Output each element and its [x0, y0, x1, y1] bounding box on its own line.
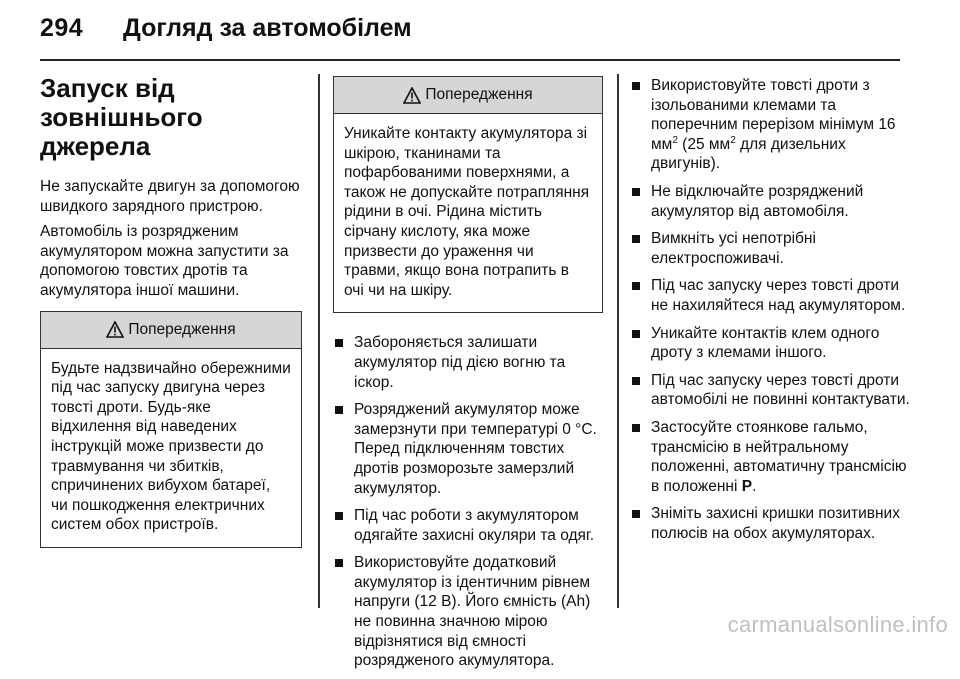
list-item: Зніміть захисні кришки позитивних полюсів на обох акумуляторах. — [630, 504, 910, 543]
bullet-square-icon — [632, 424, 640, 432]
warning-box-2-title: Попередження — [425, 86, 533, 104]
bullet-square-icon — [335, 339, 343, 347]
watermark: carmanualsonline.info — [727, 612, 948, 637]
bullet-square-icon — [632, 282, 640, 290]
bullet-square-icon — [632, 377, 640, 385]
col2-bullet-list — [333, 333, 603, 671]
col3-bullet-list — [630, 76, 910, 543]
warning-triangle-icon — [403, 87, 421, 104]
column-3 — [630, 76, 910, 551]
bullet-square-icon — [335, 406, 343, 414]
list-item: Розряджений акумулятор може замерзнути при температурі 0 °C. Перед підключенням товстих дротів розморозьте замерзлий акумулятор. — [333, 400, 603, 498]
column-divider-2 — [617, 74, 619, 608]
section-title-line-2: зовнішнього джерела — [40, 102, 203, 161]
header-rule — [40, 59, 900, 61]
warning-triangle-icon — [106, 321, 124, 338]
page-header — [40, 14, 920, 54]
warning-box-1 — [40, 311, 302, 548]
list-item: Використовуйте додатковий акумулятор із ідентичним рівнем напруги (12 В). Його ємність (Ah) не повинна значною мірою відрізнятися від ємності розрядженого акумулятора. — [333, 553, 603, 671]
bullet-square-icon — [632, 82, 640, 90]
list-item: Уникайте контактів клем одного дроту з клемами іншого. — [630, 324, 910, 363]
column-2 — [333, 76, 603, 679]
column-1 — [40, 70, 302, 560]
warning-box-1-header — [41, 312, 301, 349]
list-item: Під час роботи з акумулятором одягайте захисні окуляри та одяг. — [333, 506, 603, 545]
bullet-square-icon — [335, 559, 343, 567]
list-item: Використовуйте товсті дроти з ізольованими клемами та поперечним перерізом мінімум 16 $мм^2$ (25 $мм^2$ для дизельних двигунів). — [630, 76, 910, 174]
list-item: Вимкніть усі непотрібні електроспоживачі. — [630, 229, 910, 268]
running-title: Догляд за автомобілем — [123, 14, 412, 42]
list-item: Під час запуску через товсті дроти автомобілі не повинні контактувати. — [630, 371, 910, 410]
bullet-square-icon — [632, 188, 640, 196]
paragraph-intro: Не запускайте двигун за допомогою швидкого зарядного пристрою. — [40, 178, 300, 215]
column-divider-1 — [318, 74, 320, 608]
warning-box-2-header — [334, 77, 602, 114]
list-item: Під час запуску через товсті дроти не нахиляйтеся над акумулятором. — [630, 276, 910, 315]
section-title — [40, 74, 302, 161]
warning-box-2-text: Уникайте контакту акумулятора зі шкірою, тканинами та пофарбованими поверхнями, а також не допускайте потрапляння рідини в очі. Рідина містить сірчану кислоту, яка може призвести до ураження чи травми, якщо вона потрапить в очі чи на шкіру. — [344, 125, 590, 299]
bullet-square-icon — [632, 235, 640, 243]
warning-box-1-text: Будьте надзвичайно обережними під час запуску двигуна через товсті дроти. Будь-яке відхилення від наведених інструкцій може призвести до травмування чи збитків, спричинених вибухом батареї, чи пошкодження електричних систем обох пристроїв. — [51, 359, 291, 534]
warning-box-1-title: Попередження — [128, 320, 236, 338]
section-title-line-1: Запуск від — [40, 73, 175, 103]
warning-box-2 — [333, 76, 603, 313]
paragraph-method: Автомобіль із розрядженим акумулятором можна запустити за допомогою товстих дротів та акумулятора іншої машини. — [40, 223, 289, 299]
bullet-square-icon — [632, 510, 640, 518]
list-item: Застосуйте стоянкове гальмо, трансмісію в нейтральному положенні, автоматичну трансмісію в положенні P. — [630, 418, 910, 496]
list-item: Забороняється залишати акумулятор під дією вогню та іскор. — [333, 333, 603, 392]
list-item: Не відключайте розряджений акумулятор від автомобіля. — [630, 182, 910, 221]
bullet-square-icon — [632, 330, 640, 338]
bullet-square-icon — [335, 512, 343, 520]
page-number: 294 — [40, 14, 84, 42]
